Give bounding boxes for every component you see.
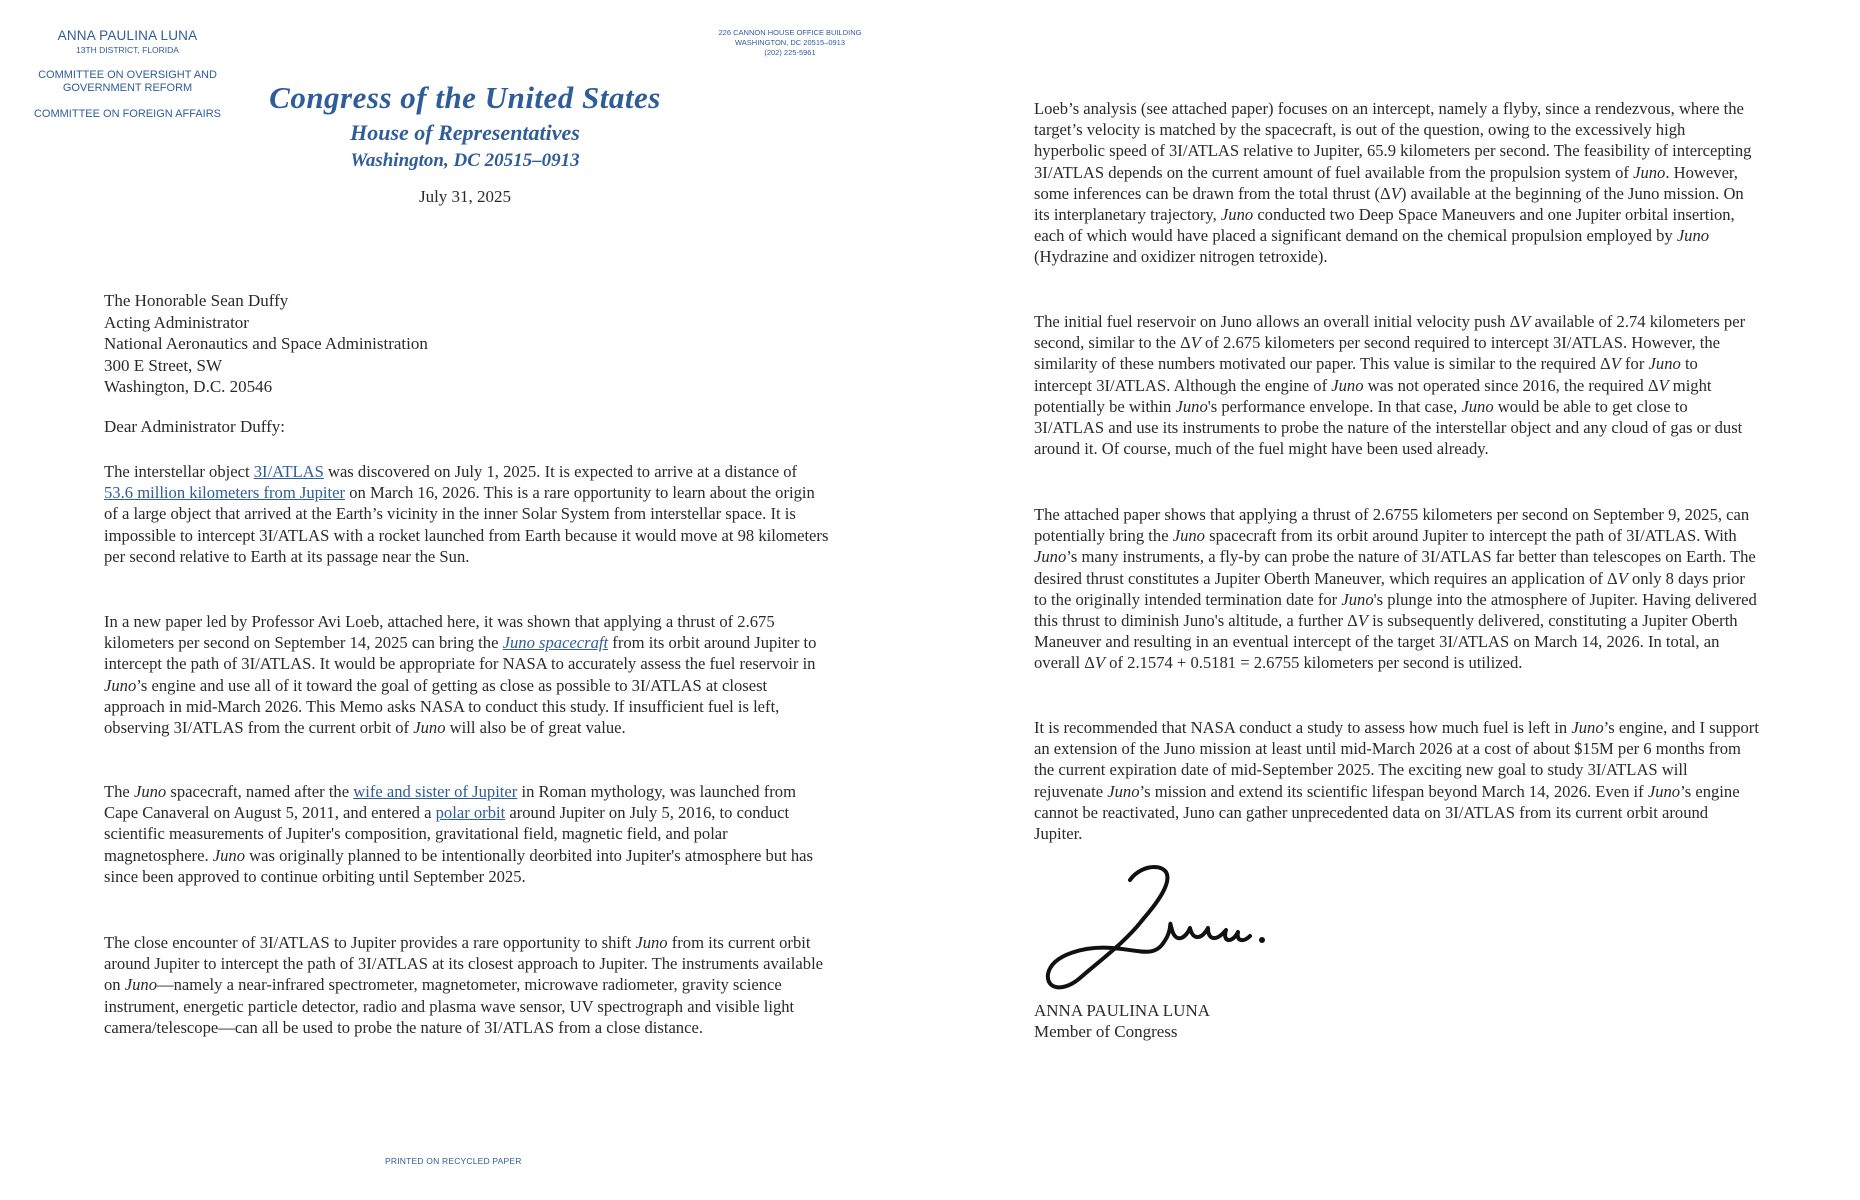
paragraph-1: The interstellar object 3I/ATLAS was discovered on July 1, 2025. It is expected to arrive at a distance of 53.6 million kilometers from Jupiter on March 16, 2026. This is a rare opportunity to learn about the origin of a large object that arrived at the Earth’s vicinity in the inner Solar System from interstellar space. It is impossible to intercept 3I/ATLAS with a rocket launched from Earth because it would move at 98 kilometers per second relative to Earth at its passage near the Sun. xyxy=(104,462,829,566)
link-juno-spacecraft[interactable]: Juno spacecraft xyxy=(502,633,609,653)
committee-line: GOVERNMENT REFORM xyxy=(62,82,193,94)
letter-page-2 xyxy=(930,0,1860,1200)
office-building: 226 CANNON HOUSE OFFICE BUILDING xyxy=(718,28,862,37)
congress-masthead xyxy=(260,80,670,172)
committee-line: COMMITTEE ON OVERSIGHT AND xyxy=(38,69,217,81)
link-polar-orbit[interactable]: polar orbit xyxy=(435,803,506,823)
representative-name: ANNA PAULINA LUNA xyxy=(57,28,198,43)
paragraph-6: The initial fuel reservoir on Juno allows an overall initial velocity push ΔV available of 2.74 kilometers per second, similar to the ΔV of 2.675 kilometers per second required to intercept 3I/ATLAS. However, the similarity of these numbers motivated our paper. This value is similar to the required ΔV for Juno to intercept 3I/ATLAS. Although the engine of Juno was not operated since 2016, the required ΔV might potentially be within Juno's performance envelope. In that case, Juno would be able to get close to 3I/ATLAS and use its instruments to probe the nature of the interstellar object and any cloud of gas or dust around it. Of course, much of the fuel might have been used already. xyxy=(1034,312,1746,459)
signer-block xyxy=(1034,1000,1210,1042)
committee-foreign-affairs: COMMITTEE ON FOREIGN AFFAIRS xyxy=(33,108,221,120)
office-address-header xyxy=(710,28,870,58)
signer-title: Member of Congress xyxy=(1034,1022,1178,1041)
masthead-house: House of Representatives xyxy=(350,120,580,145)
link-3i-atlas[interactable]: 3I/ATLAS xyxy=(253,462,324,481)
paragraph-4: The close encounter of 3I/ATLAS to Jupiter provides a rare opportunity to shift Juno from its current orbit around Jupiter to intercept the path of 3I/ATLAS at its closest approach to Jupiter. The instruments available on Juno—namely a near-infrared spectrometer, magnetometer, microwave radiometer, gravity science instrument, energetic particle detector, radio and plasma wave sensor, UV spectrograph and visible light camera/telescope—can all be used to probe the nature of 3I/ATLAS from a close distance. xyxy=(104,933,824,1037)
recycled-paper-footer: PRINTED ON RECYCLED PAPER xyxy=(385,1156,522,1166)
office-phone: (202) 225-5961 xyxy=(764,48,816,57)
masthead-city: Washington, DC 20515–0913 xyxy=(350,150,580,171)
paragraph-5: Loeb’s analysis (see attached paper) focuses on an intercept, namely a flyby, since a rendezvous, where the target’s velocity is matched by the spacecraft, is out of the question, owing to the excessively high hyperbolic speed of 3I/ATLAS relative to Jupiter, 65.9 kilometers per second. The feasibility of intercepting 3I/ATLAS depends on the current amount of fuel available from the propulsion system of Juno. However, some inferences can be drawn from the total thrust (ΔV) available at the beginning of the Juno mission. On its interplanetary trajectory, Juno conducted two Deep Space Maneuvers and one Jupiter orbital insertion, each of which would have placed a significant demand on the chemical propulsion employed by Juno (Hydrazine and oxidizer nitrogen tetroxide). xyxy=(1034,99,1752,267)
office-city: WASHINGTON, DC 20515–0913 xyxy=(734,38,846,47)
address-line: The Honorable Sean Duffy xyxy=(104,291,289,310)
district: 13TH DISTRICT, FLORIDA xyxy=(76,45,179,55)
masthead-congress: Congress of the United States xyxy=(269,80,661,115)
signer-name: ANNA PAULINA LUNA xyxy=(1034,1001,1210,1020)
paragraph-7: The attached paper shows that applying a thrust of 2.6755 kilometers per second on September 9, 2025, can potentially bring the Juno spacecraft from its orbit around Jupiter to intercept the path of 3I/ATLAS. With Juno’s many instruments, a fly-by can probe the nature of 3I/ATLAS far better than telescopes on Earth. The desired thrust constitutes a Jupiter Oberth Maneuver, which requires an application of ΔV only 8 days prior to the originally intended termination date for Juno's plunge into the atmosphere of Jupiter. Having delivered this thrust to diminish Juno's altitude, a further ΔV is subsequently delivered, constituting a Jupiter Oberth Maneuver and resulting in an eventual intercept of the target 3I/ATLAS on March 14, 2026. In total, an overall ΔV of 2.1574 + 0.5181 = 2.6755 kilometers per second is utilized. xyxy=(1034,505,1757,673)
address-line: Acting Administrator xyxy=(104,312,249,332)
committee-oversight xyxy=(0,69,255,95)
signature xyxy=(1040,858,1280,998)
recipient-address xyxy=(104,290,428,398)
paragraph-2: In a new paper led by Professor Avi Loeb, attached here, it was shown that applying a thrust of 2.675 kilometers per second on September 14, 2025 can bring the Juno spacecraft from its orbit around Jupiter to intercept the path of 3I/ATLAS. It would be appropriate for NASA to accurately assess the fuel reservoir in Juno’s engine and use all of it toward the goal of getting as close as possible to 3I/ATLAS at closest approach in mid-March 2026. This Memo asks NASA to conduct this study. If insufficient fuel is left, observing 3I/ATLAS from the current orbit of Juno will also be of great value. xyxy=(104,612,817,738)
address-line: 300 E Street, SW xyxy=(104,355,223,375)
paragraph-8: It is recommended that NASA conduct a study to assess how much fuel is left in Juno’s engine, and I support an extension of the Juno mission at least until mid-March 2026 at a cost of about $15M per 6 months from the current expiration date of mid-September 2025. The exciting new goal to study 3I/ATLAS will rejuvenate Juno’s mission and extend its scientific lifespan beyond March 14, 2026. Even if Juno’s engine cannot be reactivated, Juno can gather unprecedented data on 3I/ATLAS from its current orbit around Jupiter. xyxy=(1034,718,1759,844)
address-line: Washington, D.C. 20546 xyxy=(104,377,273,396)
paragraph-3: The Juno spacecraft, named after the wife and sister of Jupiter in Roman mythology, was launched from Cape Canaveral on August 5, 2011, and entered a polar orbit around Jupiter on July 5, 2016, to conduct scientific measurements of Jupiter's composition, gravitational field, magnetic field, and polar magnetosphere. Juno was originally planned to be intentionally deorbited into Jupiter's atmosphere but has since been approved to continue orbiting until September 2025. xyxy=(104,782,813,886)
link-distance-jupiter[interactable]: 53.6 million kilometers from Jupiter xyxy=(104,483,346,503)
letter-date: July 31, 2025 xyxy=(418,187,512,206)
representative-header xyxy=(0,28,255,120)
link-wife-sister-jupiter[interactable]: wife and sister of Jupiter xyxy=(353,782,518,801)
address-line: National Aeronautics and Space Administration xyxy=(104,334,428,353)
salutation: Dear Administrator Duffy: xyxy=(104,417,285,436)
